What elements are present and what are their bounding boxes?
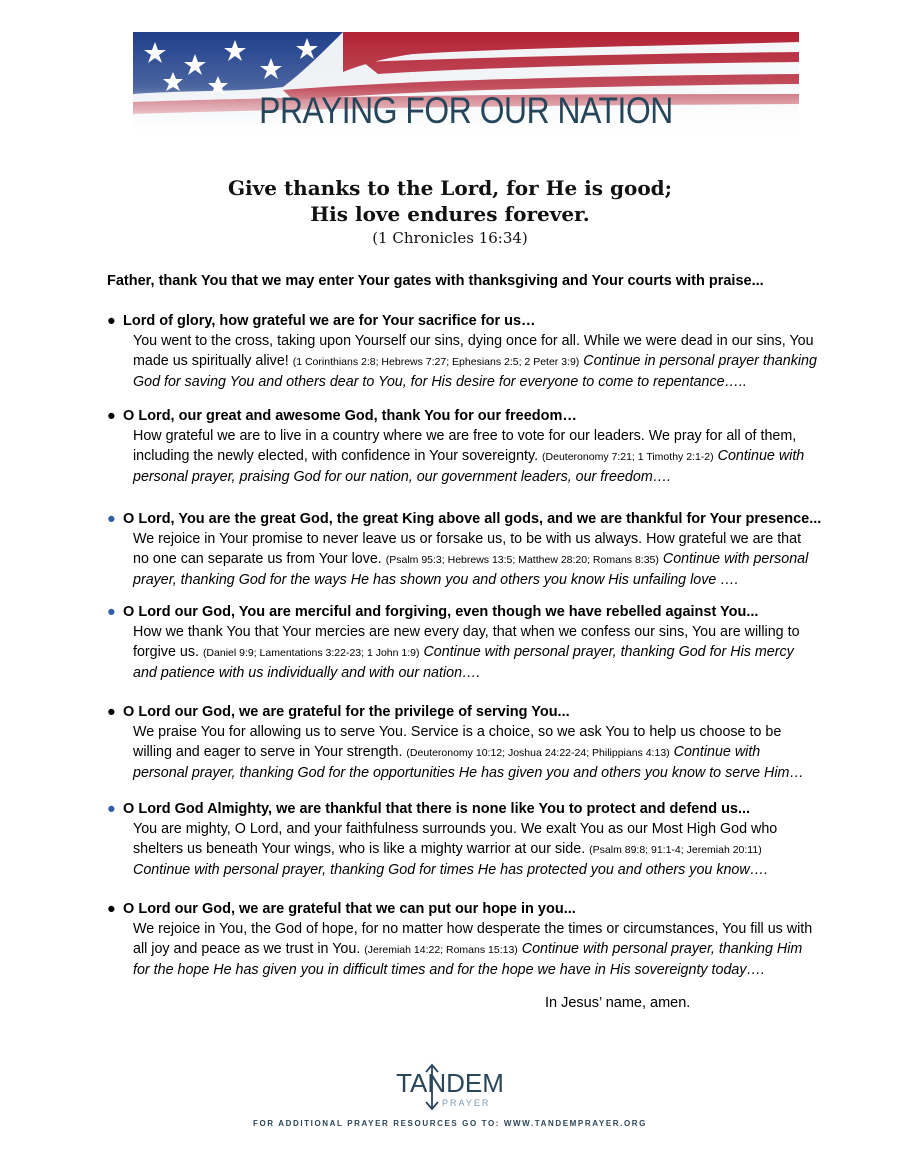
bullet-icon: ● [107,704,116,720]
section-heading: ● O Lord our God, we are grateful that we can put our hope in you... [107,901,576,917]
section-body: You went to the cross, taking upon Yourself our sins, dying once for all. While we were dead in our sins, You made us spiritually alive! (1 Corinthians 2:8; Hebrews 7:27; Ephesians 2:5; 2 Peter 3:9) Continue in personal prayer thanking God for saving You and others dear to You, for His desire for everyone to come to repentance….. [133,333,817,390]
footer-resources: FOR ADDITIONAL PRAYER RESOURCES GO TO: WWW.TANDEMPRAYER.ORG [253,1119,647,1128]
logo-wordmark: TANDEM [396,1068,504,1098]
citation: (1 Corinthians 2:8; Hebrews 7:27; Ephesians 2:5; 2 Peter 3:9) [292,356,580,368]
prayer-section [107,799,817,880]
section-heading: ● O Lord our God, You are merciful and forgiving, even though we have rebelled against You... [107,604,759,620]
closing-line: In Jesus’ name, amen. [545,995,691,1011]
section-heading: ● O Lord our God, we are grateful for the privilege of serving You... [107,704,570,720]
prayer-section [107,899,817,980]
prayer-section [107,602,817,683]
flag-banner [133,32,799,132]
prayer-prompt: Continue in personal prayer thanking God for saving You and others dear to You, for His desire for everyone to come to repentance….. [133,353,817,390]
section-body: We rejoice in Your promise to never leave us or forsake us, to be with us always. How grateful we are that no one can separate us from Your love. (Psalm 95:3; Hebrews 13:5; Matthew 28:20; Romans 8:35) Continue with personal prayer, thanking God for the ways He has shown you and others you know His unfailing love …. [133,531,809,588]
banner-title: PRAYING FOR OUR NATION [259,90,673,131]
citation: (Psalm 89:8; 91:1-4; Jeremiah 20:11) [589,844,762,856]
section-heading: ● O Lord, our great and awesome God, thank You for our freedom… [107,408,577,424]
prayer-prompt: Continue with personal prayer, thanking God for His mercy and patience with us individually and with our nation…. [133,644,794,681]
section-heading: ● O Lord God Almighty, we are thankful that there is none like You to protect and defend us... [107,801,751,817]
prayer-prompt: Continue with personal prayer, thanking Him for the hope He has given you in difficult times and for the hope we have in His sovereignty today…. [133,941,803,978]
scripture-verse [0,175,900,249]
prayer-section [107,406,817,487]
logo-subtitle: PRAYER [442,1098,491,1108]
section-body: We praise You for allowing us to serve You. Service is a choice, so we ask You to help us choose to be willing and eager to serve in Your strength. (Deuteronomy 10:12; Joshua 24:22-24; Philippians 4:13) Continue with personal prayer, thanking God for the opportunities He has given you and others you know to serve Him… [133,724,804,781]
bullet-icon: ● [107,313,116,329]
bullet-icon: ● [107,604,116,620]
prayer-section [107,509,822,590]
verse-line-1: Give thanks to the Lord, for He is good; [227,176,673,200]
section-heading: ● Lord of glory, how grateful we are for Your sacrifice for us… [107,313,536,329]
bullet-icon: ● [107,901,116,917]
prayer-prompt: Continue with personal prayer, thanking God for the ways He has shown you and others you know His unfailing love …. [133,551,809,588]
prayer-prompt: Continue with personal prayer, thanking God for the opportunities He has given you and others you know to serve Him… [133,744,804,781]
prayer-section [107,311,817,392]
tandem-prayer-logo [380,1062,520,1114]
bullet-icon: ● [107,801,116,817]
citation: (Deuteronomy 7:21; 1 Timothy 2:1-2) [542,451,714,463]
section-body: How we thank You that Your mercies are new every day, that when we confess our sins, You are willing to forgive us. (Daniel 9:9; Lamentations 3:22-23; 1 John 1:9) Continue with personal prayer, thanking God for His mercy and patience with us individually and with our nation…. [133,624,800,681]
prayer-prompt: Continue with personal prayer, praising God for our nation, our government leaders, our freedom…. [133,448,805,485]
citation: (Deuteronomy 10:12; Joshua 24:22-24; Philippians 4:13) [406,747,670,759]
section-body: You are mighty, O Lord, and your faithfulness surrounds you. We exalt You as our Most High God who shelters us beneath Your wings, who is like a mighty warrior at our side. (Psalm 89:8; 91:1-4; Jeremiah 20:11) Continue with personal prayer, thanking God for times He has protected you and others you know…. [133,821,778,878]
section-heading: ● O Lord, You are the great God, the great King above all gods, and we are thankful for Your presence... [107,511,822,527]
citation: (Psalm 95:3; Hebrews 13:5; Matthew 28:20; Romans 8:35) [385,554,659,566]
verse-line-2: His love endures forever. [310,202,590,226]
prayer-section [107,702,817,783]
citation: (Jeremiah 14:22; Romans 15:13) [364,944,518,956]
bullet-icon: ● [107,511,116,527]
citation: (Daniel 9:9; Lamentations 3:22-23; 1 John 1:9) [202,647,420,659]
bullet-icon: ● [107,408,116,424]
intro-prayer: Father, thank You that we may enter Your gates with thanksgiving and Your courts with praise... [107,273,764,289]
section-body: How grateful we are to live in a country where we are free to vote for our leaders. We pray for all of them, including the newly elected, with confidence in Your sovereignty. (Deuteronomy 7:21; 1 Timothy 2:1-2) Continue with personal prayer, praising God for our nation, our government leaders, our freedom…. [133,428,805,485]
verse-reference: (1 Chronicles 16:34) [372,229,528,247]
prayer-prompt: Continue with personal prayer, thanking God for times He has protected you and others you know…. [133,862,768,878]
section-body: We rejoice in You, the God of hope, for no matter how desperate the times or circumstances, You fill us with all joy and peace as we trust in You. (Jeremiah 14:22; Romans 15:13) Continue with personal prayer, thanking Him for the hope He has given you in difficult times and for the hope we have in His sovereignty today…. [133,921,813,978]
